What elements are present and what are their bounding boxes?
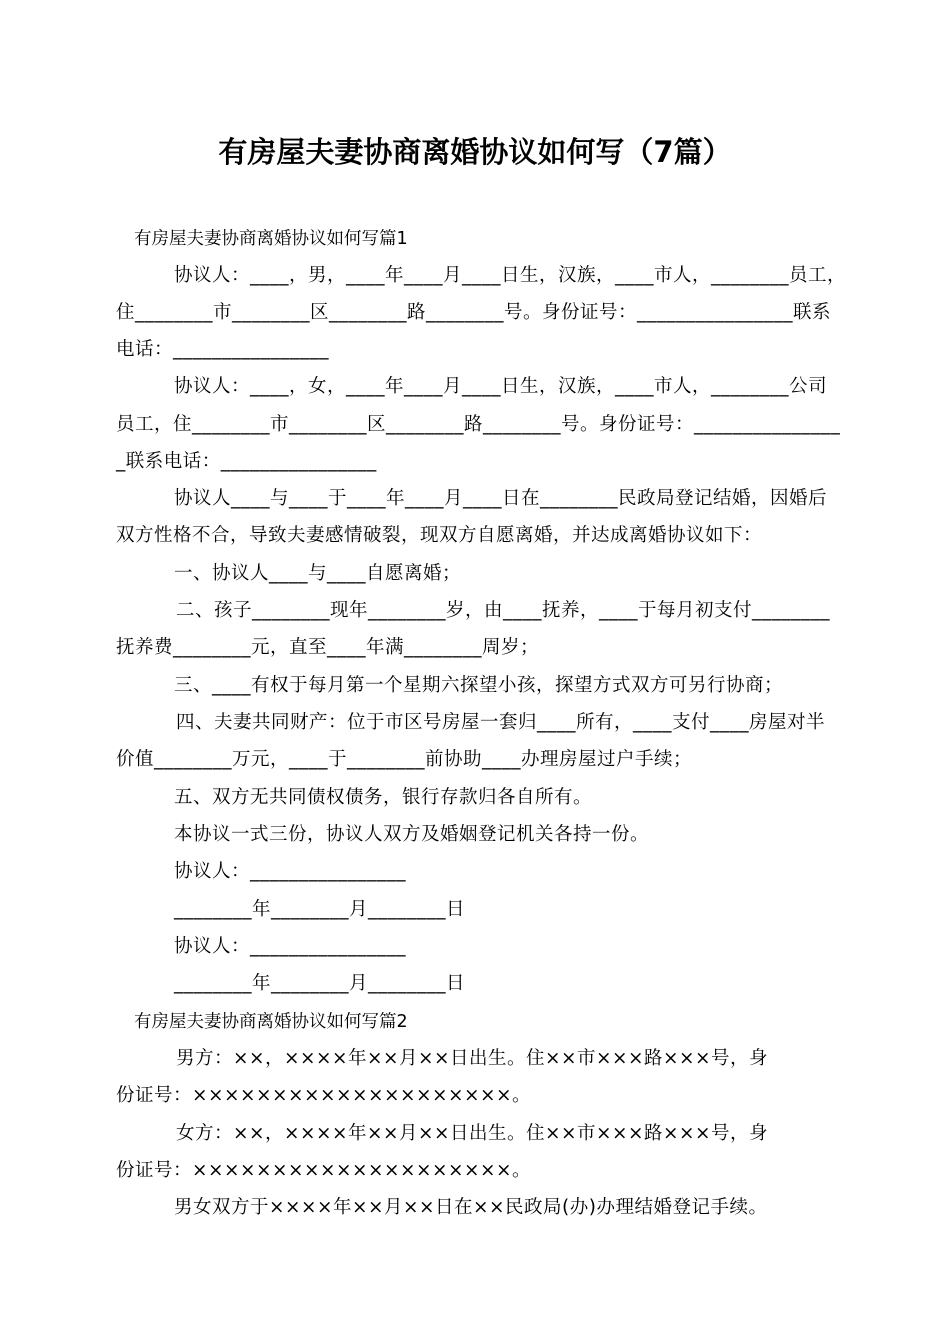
date-line: ________年________月________日 [174,973,466,994]
clause-line: 四、夫妻共同财产：位于市区号房屋一套归____所有，____支付____房屋对半 [176,712,826,733]
paragraph-line: 男女双方于××××年××月××日在××民政局(办)办理结婚登记手续。 [174,1197,768,1218]
paragraph-line: 协议人：____，女，____年____月____日生，汉族，____市人，________公司 [174,376,828,397]
paragraph-line: 员工，住________市________区________路________号。身份证号：_______________ [116,414,841,435]
paragraph-line: 本协议一式三份，协议人双方及婚姻登记机关各持一份。 [174,824,650,845]
clause-line: 五、双方无共同债权债务，银行存款归各自所有。 [174,787,593,808]
paragraph-line: 男方：××，××××年××月××日出生。住××市×××路×××号，身 [176,1048,769,1069]
clause-line: 一、协议人____与____自愿离婚； [174,563,462,584]
paragraph-line: 协议人____与____于____年____月____日在________民政局登记结婚，因婚后 [174,488,828,509]
signature-line: 协议人：________________ [174,936,407,957]
paragraph-line: 抚养费________元，直至____年满________周岁； [116,637,540,658]
section-heading: 有房屋夫妻协商离婚协议如何写篇2 [134,1012,408,1032]
paragraph-line: 电话：________________ [116,339,330,360]
page-title: 有房屋夫妻协商离婚协议如何写（7篇） [218,135,732,169]
paragraph-line: 协议人：____，男，____年____月____日生，汉族，____市人，________员工， [174,265,847,286]
paragraph-line: 女方：××，××××年××月××日出生。住××市×××路×××号，身 [176,1123,769,1144]
paragraph-line: 双方性格不合，导致夫妻感情破裂，现双方自愿离婚，并达成离婚协议如下： [116,525,763,546]
clause-line: 二、孩子________现年________岁，由____抚养，____于每月初支付________ [176,600,831,621]
clause-line: 三、____有权于每月第一个星期六探望小孩，探望方式双方可另行协商； [174,675,784,696]
paragraph-line: 住________市________区________路________号。身份证号：________________联系 [116,302,832,323]
paragraph-line: 份证号：××××××××××××××××××××。 [116,1085,532,1106]
paragraph-line: _联系电话：________________ [116,451,377,472]
date-line: ________年________月________日 [174,899,466,920]
signature-line: 协议人：________________ [174,861,407,882]
paragraph-line: 价值________万元，____于________前协助____办理房屋过户手续； [116,749,693,770]
section-heading: 有房屋夫妻协商离婚协议如何写篇1 [134,229,408,249]
paragraph-line: 份证号：××××××××××××××××××××。 [116,1160,532,1181]
